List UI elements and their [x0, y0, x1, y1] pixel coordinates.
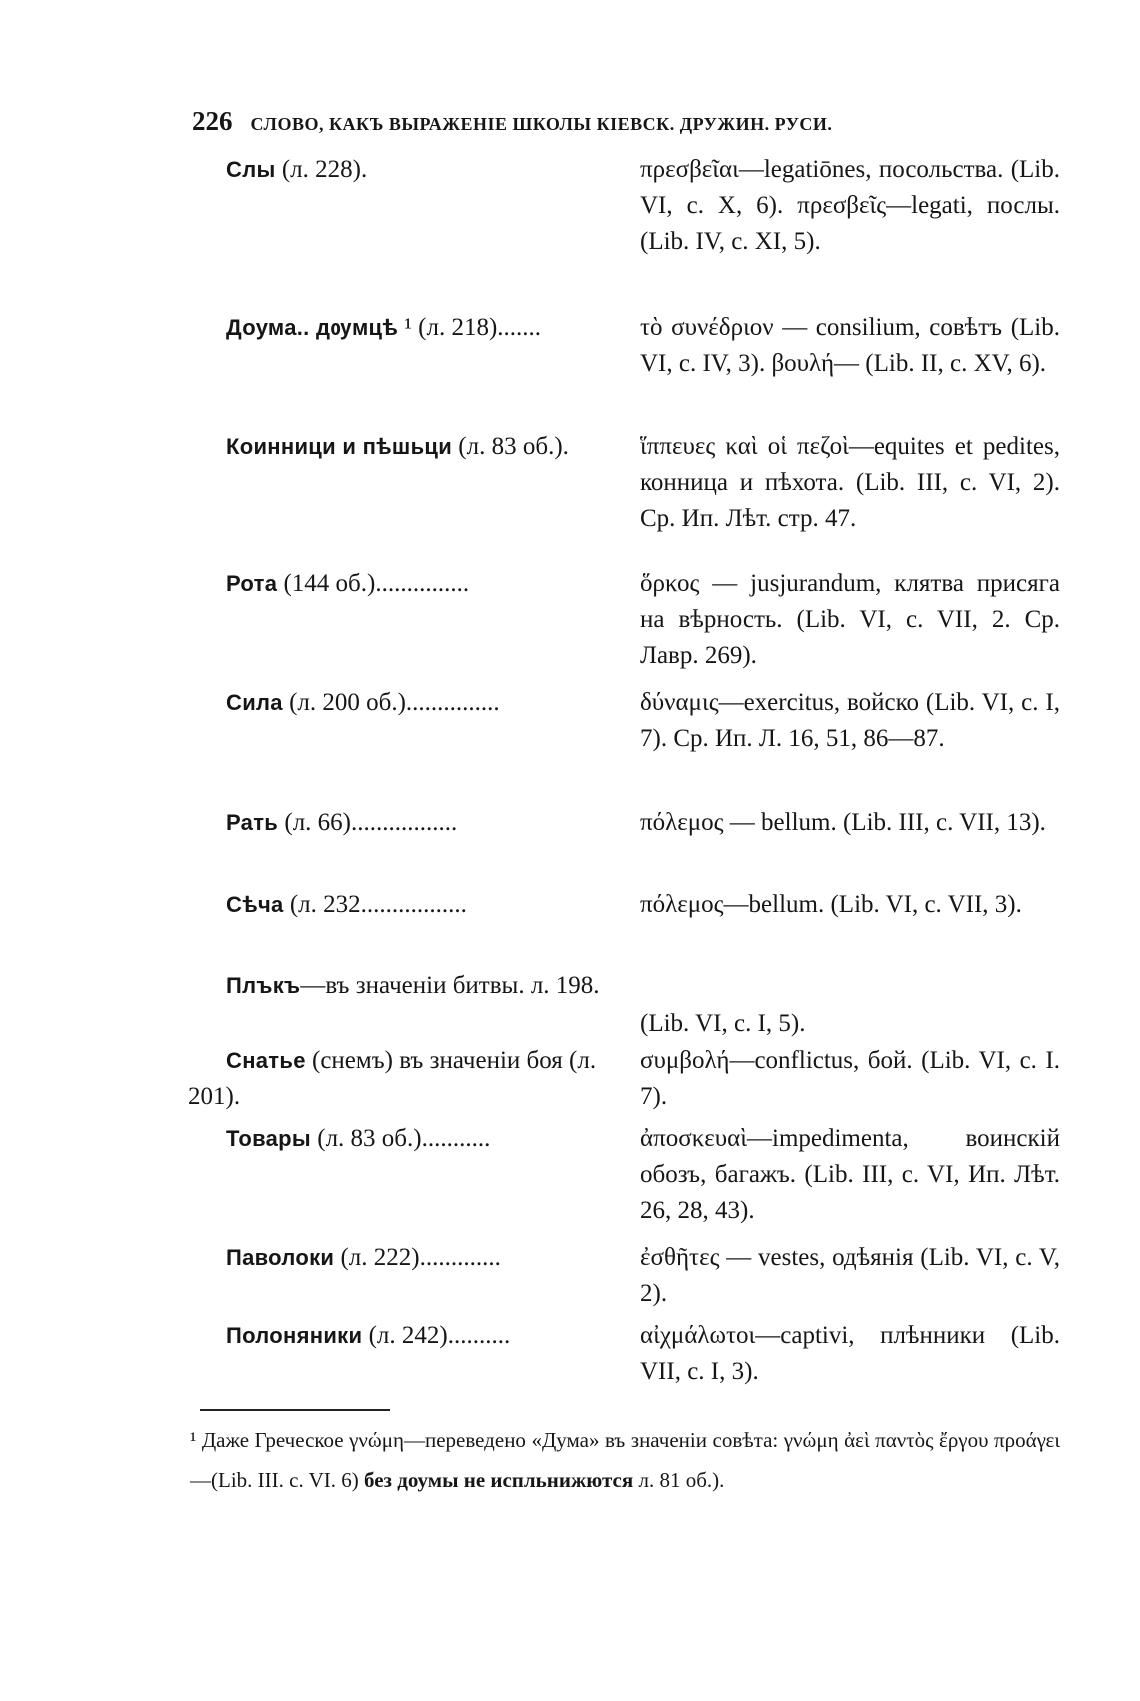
entry-term: Коинници и пѣшьци: [226, 434, 453, 459]
entry-term: Паволоки: [226, 1245, 335, 1270]
running-title: СЛОВО, КАКЪ ВЫРАЖЕНІЕ ШКОЛЫ КІЕВСК. ДРУЖИН. РУСИ.: [250, 114, 833, 134]
entry-term-column: [188, 887, 666, 923]
entry-term-column: [188, 1240, 666, 1276]
entry-term: Плъкъ: [226, 973, 301, 998]
entry-term-column: [188, 429, 666, 465]
entry-term-column: [188, 1043, 628, 1115]
entry-term: Сила: [226, 690, 283, 715]
footnote-quote: без доумы не испльнижются: [363, 1468, 634, 1492]
entry-reference: (л. 66).................: [278, 809, 458, 836]
entry-translation: αἰχμάλωτοι—captivi, плѣнники (Lib. VII, c. I, 3).: [640, 1322, 1060, 1385]
entry-term: Доума.. дѹмцѣ: [226, 315, 399, 340]
entry-reference: (144 об.)...............: [277, 570, 470, 597]
entry-term-column: [188, 566, 666, 602]
entry-reference: —въ значеніи битвы. л. 198.: [300, 972, 600, 999]
entry-translation: ἀποσκευαὶ—impedimenta, воинскій обозъ, багажъ. (Lib. III, c. VI, Ип. Лѣт. 26, 28, 43).: [640, 1125, 1060, 1224]
entry-term-column: [188, 1121, 666, 1157]
entry-reference: (снемъ) въ значеніи боя (л. 201).: [188, 1047, 597, 1110]
entry-translation: πόλεμος—bellum. (Lib. VI, c. VII, 3).: [640, 891, 1022, 918]
entry-term: Снатье: [226, 1048, 306, 1073]
entry-term-column: [188, 805, 666, 841]
footnote-rule: [200, 1409, 390, 1411]
entry-reference: (л. 200 об.)...............: [282, 689, 500, 716]
entry-term: Сѣча: [226, 892, 284, 917]
page-header: [192, 106, 1092, 137]
entry-term-column: [188, 310, 666, 346]
entry-translation: δύναμις—exercitus, войско (Lib. VI, c. I, 7). Ср. Ип. Л. 16, 51, 86—87.: [640, 689, 1060, 752]
footnote-marker: ¹: [190, 1428, 197, 1452]
entry-term: Полоняники: [226, 1323, 363, 1348]
entry-translation: τὸ συνέδριον — consilium, совѣтъ (Lib. VI, c. IV, 3). βουλή— (Lib. II, c. XV, 6).: [640, 314, 1060, 377]
entry-reference: (л. 228).: [275, 156, 368, 183]
entry-term: Слы: [226, 157, 276, 182]
entry-translation: ἐσθῆτες — vestes, одѣянія (Lib. VI, c. V, 2).: [640, 1244, 1060, 1307]
entry-translation: ἵππευες καὶ οἱ πεζοὶ—equites et pedites, конница и пѣхота. (Lib. III, c. VI, 2). Ср. Ип. Лѣт. стр. 47.: [640, 433, 1060, 532]
entry-translation: ὅρκος — jusjurandum, клятва присяга на вѣрность. (Lib. VI, c. VII, 2. Ср. Лавр. 269).: [640, 570, 1060, 669]
entry-term-column: [188, 968, 628, 1004]
footnote-text-end: л. 81 об.).: [633, 1468, 725, 1492]
footnote-text: Даже Греческое γνώμη—переведено «Дума» въ значеніи совѣта: γνώμη ἀεὶ παντὸς ἔργου προάγει—(Lib. III. c. VI. 6): [190, 1428, 1060, 1492]
entry-reference: ¹ (л. 218).......: [398, 314, 542, 341]
entry-term-column: [188, 152, 666, 188]
entry-reference: (л. 232.................: [283, 891, 467, 918]
entry-translation: πόλεμος — bellum. (Lib. III, c. VII, 13).: [640, 809, 1046, 836]
entry-term: Рать: [226, 810, 279, 835]
entry-reference: (л. 83 об.)...........: [311, 1125, 491, 1152]
footnote: [190, 1420, 1060, 1500]
entry-reference: (л. 83 об.).: [452, 433, 569, 460]
page-number: 226: [192, 106, 233, 136]
entry-translation: πρεσβεῖαι—legatiōnes, посольства. (Lib. VI, c. X, 6). πρεσβεῖς—legati, послы. (Lib. IV, c. XI, 5).: [640, 156, 1060, 255]
entry-term-column: [188, 1318, 666, 1354]
entry-term-column: [188, 685, 666, 721]
entry-translation: (Lib. VI, c. I, 5).: [640, 1010, 806, 1037]
entry-translation: συμβολή—conflictus, бой. (Lib. VI, c. I. 7).: [640, 1047, 1060, 1110]
entry-reference: (л. 222).............: [334, 1244, 501, 1271]
entry-term: Рота: [226, 571, 278, 596]
entry-reference: (л. 242)..........: [362, 1322, 511, 1349]
entry-term: Товары: [226, 1126, 311, 1151]
